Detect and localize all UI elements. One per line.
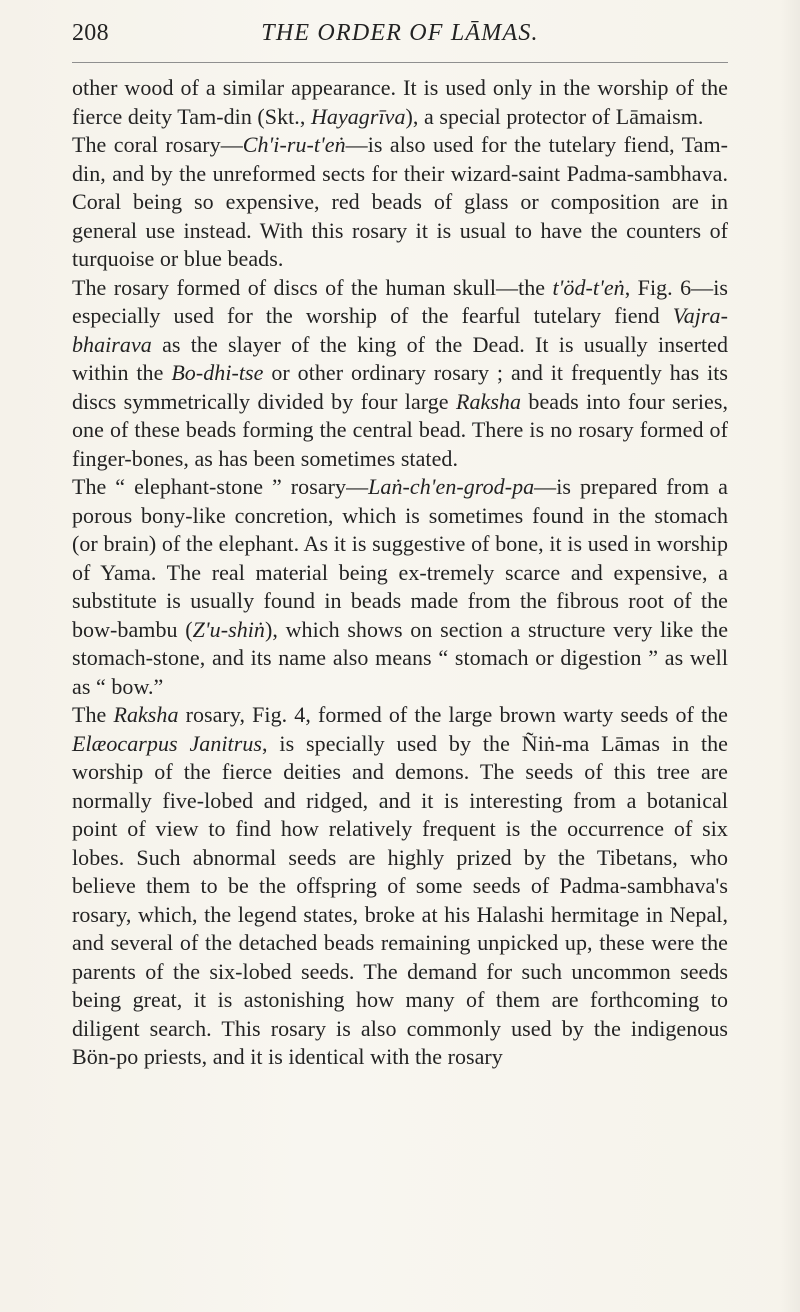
italic-term: t'öd-t'eṅ [552, 274, 625, 300]
header-rule [72, 62, 728, 63]
paragraph-5 [72, 701, 728, 1072]
text-run: or other ordinary rosary ; and it frequently has its discs symmetrically divided by four large [72, 360, 729, 414]
text-run: —is prepared from a porous bony-like concretion, which is sometimes found in the stomach (or brain) of the elephant. As it is suggestive of bone, it is used in worship of Yama. The real material being ex-tremely scarce and expensive, a substitute is usually found in beads made from the fibrous root of the bow-bambu ( [72, 474, 728, 642]
text-run: other wood of a similar appearance. It is used only in the worship of the fierce deity Tam-din (Skt., [72, 75, 728, 129]
paragraph-1 [72, 74, 728, 131]
running-title: THE ORDER OF LĀMAS. [261, 20, 539, 46]
italic-term: Elæocarpus Janitrus [72, 730, 262, 756]
text-run: The coral rosary— [72, 132, 243, 157]
italic-term: Vajra-bhairava [72, 303, 728, 357]
italic-term: Z'u-shiṅ [192, 616, 265, 642]
italic-term: Laṅ-ch'en-grod-pa [368, 474, 535, 499]
paragraph-2 [72, 131, 728, 274]
paragraph-3 [72, 274, 728, 474]
italic-term: Hayagrīva [310, 103, 406, 129]
italic-term: Ch'i-ru-t'eṅ [242, 132, 346, 157]
paragraph-4 [72, 473, 728, 701]
italic-term: Raksha [455, 388, 522, 414]
text-run: as the slayer of the king of the Dead. It is usually inserted within the [72, 331, 728, 385]
page-number: 208 [72, 20, 109, 46]
text-run: —is also used for the tutelary fiend, Tam-din, and by the unreformed sects for their wizard-saint Padma-sambhava. Coral being so expensive, red beads of glass or composition are in general use instead. With this rosary it is usual to have the counters of turquoise or blue beads. [72, 132, 729, 271]
text-run: , is specially used by the Ñiṅ-ma Lāmas in the worship of the fierce deities and demons. The seeds of this tree are normally five-lobed and ridged, and it is interesting from a botanical point of view to find how relatively frequent is the occurrence of six lobes. Such abnormal seeds are highly prized by the Tibetans, who believe them to be the offspring of some seeds of Padma-sambhava's rosary, which, the legend states, broke at his Halashi hermitage in Nepal, and several of the detached beads remaining unpicked up, these were the parents of the six-lobed seeds. The demand for such uncommon seeds being great, it is astonishing how many of them are forthcoming to diligent search. This rosary is also commonly used by the indigenous Bön-po priests, and it is identical with the rosary [72, 730, 729, 1069]
body-text [72, 74, 728, 1072]
page-header [72, 14, 728, 48]
text-run: rosary, Fig. 4, formed of the large brown warty seeds of the [178, 702, 728, 727]
italic-term: Raksha [113, 702, 179, 727]
italic-term: Bo-dhi-tse [171, 360, 264, 385]
text-run: The rosary formed of discs of the human skull—the [72, 274, 553, 300]
text-run: , Fig. 6—is especially used for the worship of the fearful tutelary fiend [72, 274, 728, 328]
page-edge-shadow [780, 0, 800, 1312]
text-run: ), which shows on section a structure very like the stomach-stone, and its name also means “ stomach or digestion ” as well as “ bow.” [72, 616, 729, 699]
text-run: beads into four series, one of these beads forming the central bead. There is no rosary formed of finger-bones, as has been sometimes stated. [72, 388, 728, 471]
text-run: The [72, 702, 114, 727]
text-run: The “ elephant-stone ” rosary— [72, 474, 369, 499]
text-run: ), a special protector of Lāmaism. [405, 103, 704, 129]
